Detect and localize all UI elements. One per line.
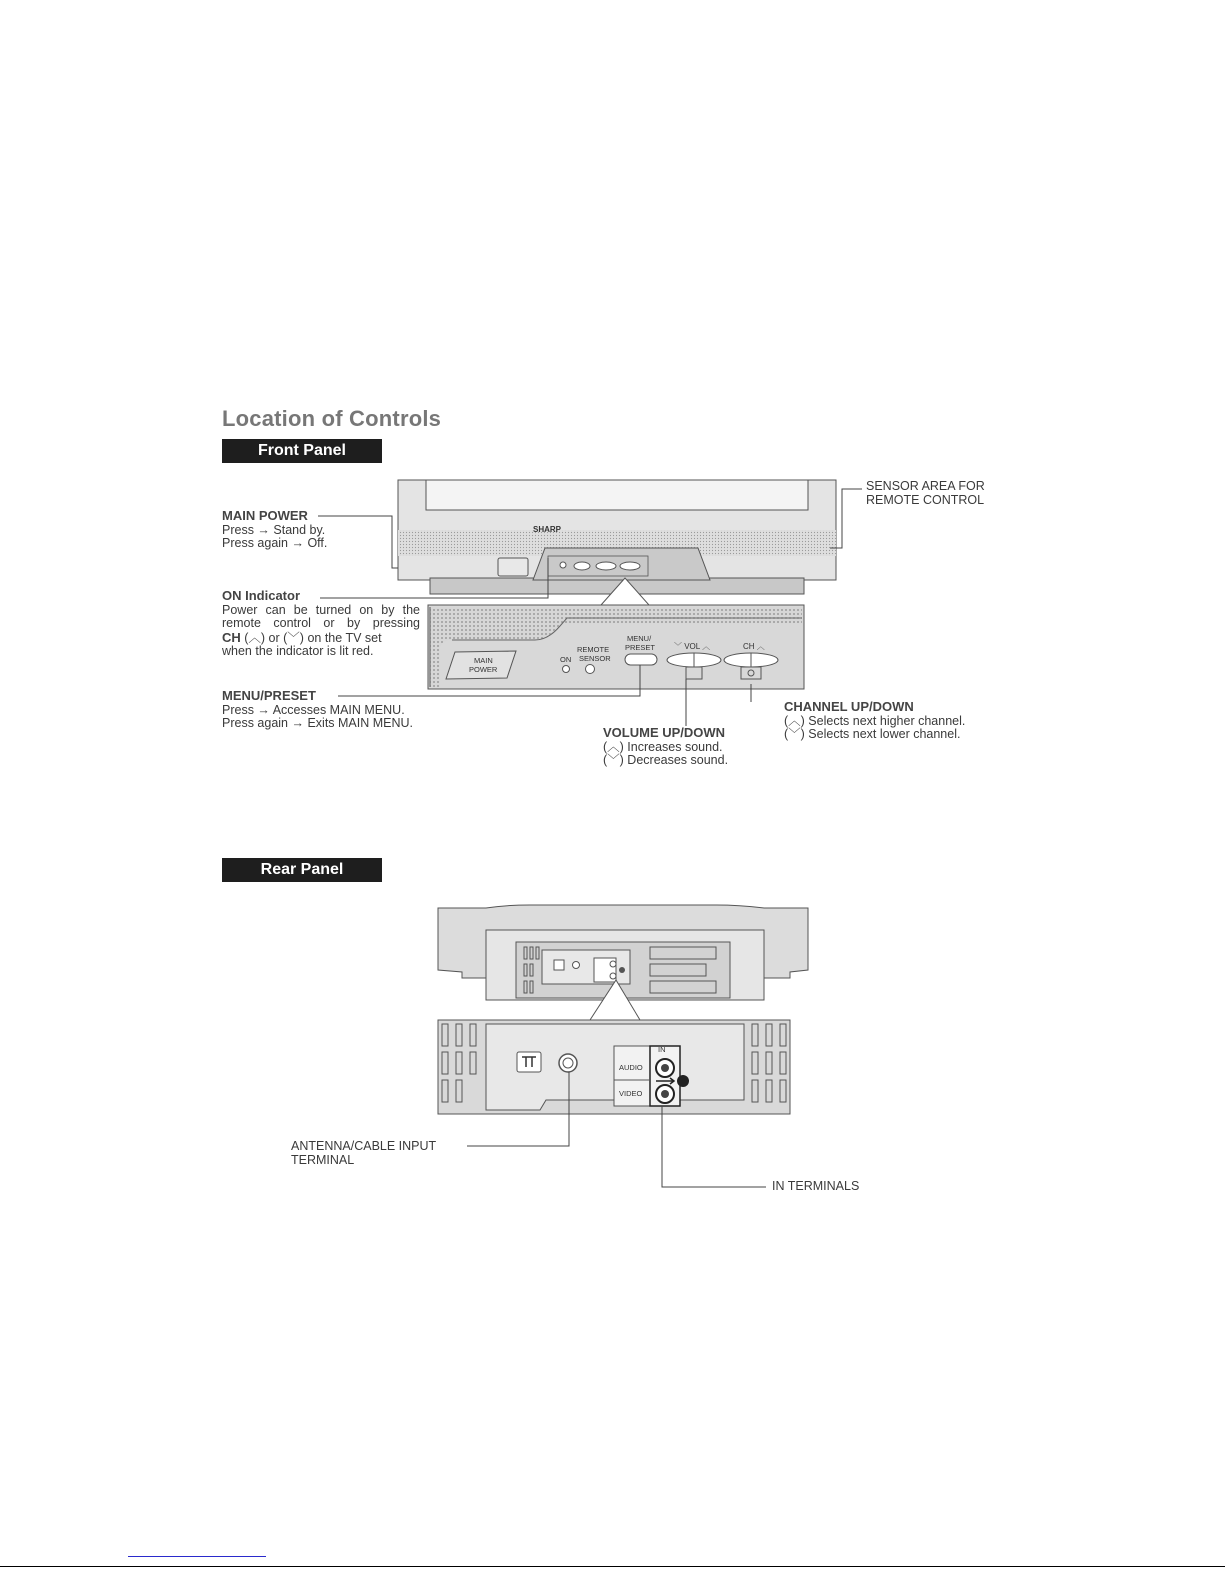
main-power-label-1: MAIN	[474, 656, 493, 665]
antenna-symbol-icon	[517, 1052, 541, 1072]
on-indicator-line-4: when the indicator is lit red.	[222, 644, 374, 659]
on-indicator-label: ON	[560, 655, 572, 664]
on-indicator-heading: ON Indicator	[222, 588, 301, 603]
in-label: IN	[658, 1045, 666, 1054]
sensor-line-2: REMOTE CONTROL	[866, 492, 985, 507]
audio-label: AUDIO	[619, 1063, 643, 1072]
video-label: VIDEO	[619, 1089, 643, 1098]
connector-dot-icon	[677, 1075, 689, 1087]
on-indicator-line-3: (︿) or (﹀) on the TV set	[240, 630, 382, 645]
menu-preset-line-1: Press → Accesses MAIN MENU.	[222, 702, 405, 717]
footer-link-underline	[128, 1556, 266, 1557]
sensor-line-1: SENSOR AREA FOR	[866, 479, 985, 493]
vol-label: ﹀ VOL ︿	[674, 642, 711, 651]
antenna-line-2: TERMINAL	[291, 1152, 355, 1167]
front-panel-header: Front Panel	[222, 439, 382, 463]
volume-line-1: (︿) Increases sound.	[603, 739, 723, 754]
tv-rear	[438, 905, 808, 1000]
brand-logo: SHARP	[533, 525, 562, 534]
page-title: Location of Controls	[222, 406, 442, 431]
remote-sensor-label-1: REMOTE	[577, 645, 610, 654]
antenna-line-1: ANTENNA/CABLE INPUT	[291, 1139, 437, 1153]
on-indicator-ch: CH	[222, 629, 241, 645]
rear-terminal-panel	[438, 1020, 790, 1114]
remote-sensor-label-2: SENSOR	[579, 654, 611, 663]
rear-panel-header: Rear Panel	[222, 858, 382, 882]
volume-line-2: (﹀) Decreases sound.	[603, 753, 729, 768]
main-power-line-2: Press again → Off.	[222, 536, 328, 551]
antenna-callout	[291, 1140, 436, 1167]
menu-preset-heading: MENU/PRESET	[222, 688, 316, 703]
volume-heading: VOLUME UP/DOWN	[603, 725, 726, 740]
menu-preset-line-2: Press again → Exits MAIN MENU.	[222, 716, 414, 731]
menu-label-1: MENU/	[627, 634, 652, 643]
in-terminals-callout	[772, 1180, 859, 1194]
on-indicator-line-1: Power can be turned on by the	[222, 602, 420, 617]
menu-label-2: PRESET	[625, 643, 656, 652]
antenna-cable-input-terminal[interactable]	[559, 1054, 577, 1072]
on-indicator-line-2: remote control or by pressing	[222, 616, 420, 631]
main-power-label-2: POWER	[469, 665, 498, 674]
main-power-line-1: Press → Stand by.	[222, 522, 326, 537]
channel-heading: CHANNEL UP/DOWN	[784, 699, 914, 714]
main-power-heading: MAIN POWER	[222, 508, 308, 523]
ch-label: CH ︿	[743, 642, 765, 651]
channel-line-1: (︿) Selects next higher channel.	[784, 713, 966, 728]
channel-line-2: (﹀) Selects next lower channel.	[784, 727, 961, 742]
in-terminals-label: IN TERMINALS	[772, 1179, 860, 1193]
page-bottom-rule	[0, 1566, 1225, 1567]
